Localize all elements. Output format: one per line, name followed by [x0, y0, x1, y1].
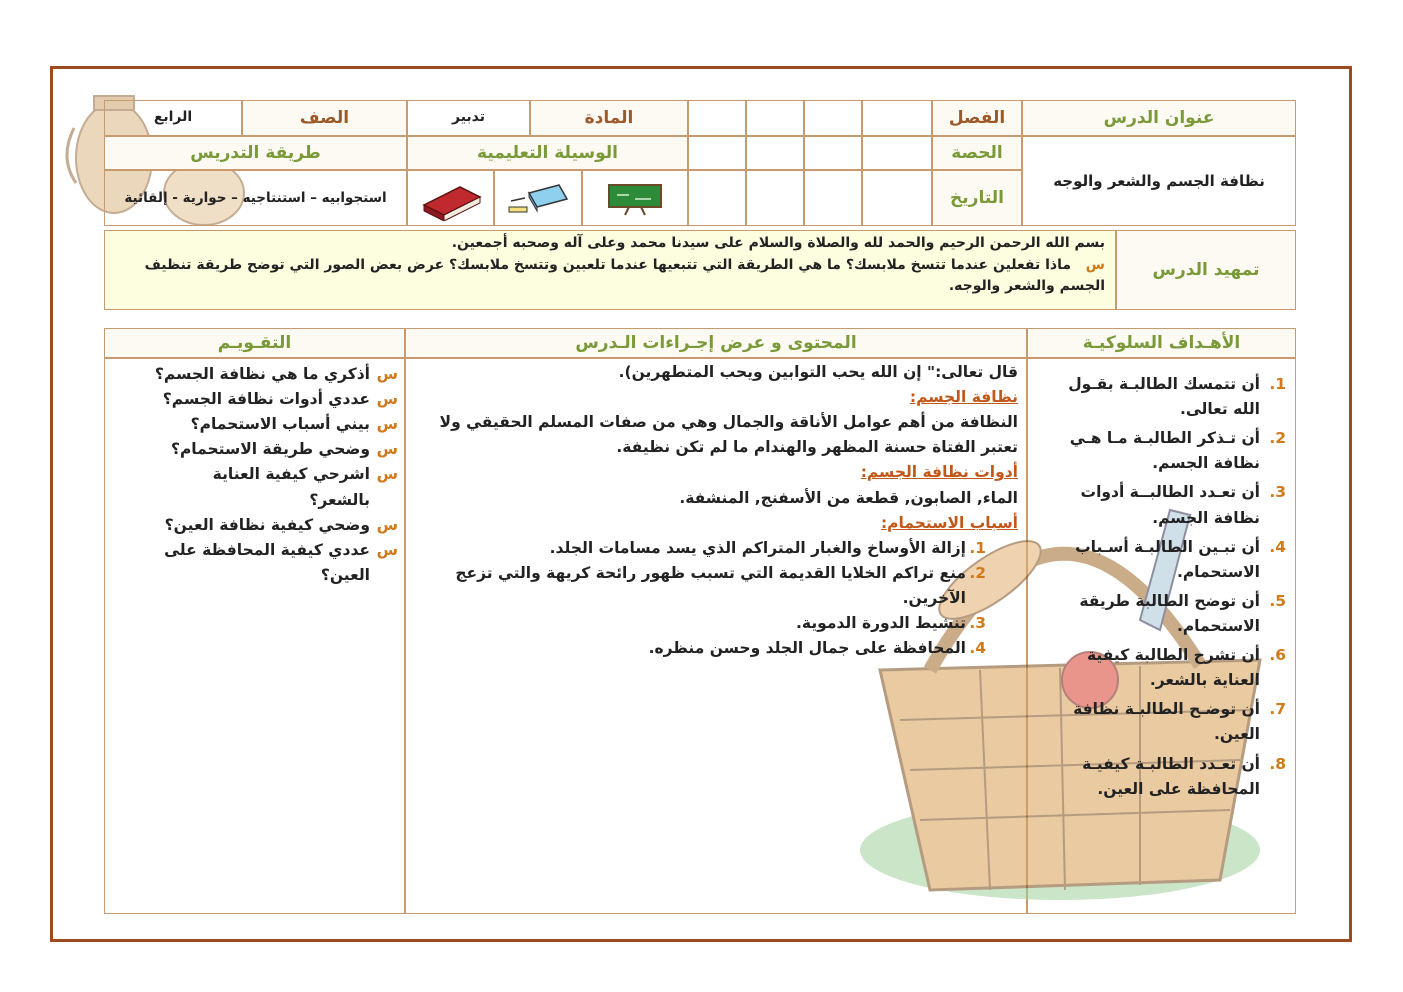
question-mark: س [376, 365, 398, 383]
goal-number: 3. [1269, 483, 1286, 502]
goal-item [1038, 372, 1286, 422]
reason-text: إزالة الأوساخ والغبار المتراكم الذي يسد مسامات الجلد. [549, 538, 966, 557]
goal-number: 7. [1269, 700, 1286, 719]
aid-cell-eraser [494, 170, 582, 226]
eval-question-text: وضحي طريقة الاستحمام؟ [170, 440, 370, 459]
eval-question-text: عددي أدوات نظافة الجسم؟ [162, 390, 370, 409]
goal-text: أن تبـين الطالبـة أسـباب الاستحمام. [1075, 537, 1260, 581]
subheading-reasons: أسباب الاستحمام: [880, 513, 1018, 532]
reason-item [420, 536, 986, 561]
goals-list [1032, 360, 1294, 806]
goal-text: أن توضـح الطالبـة نظافة العين. [1073, 700, 1260, 744]
content-header: المحتوى و عرض إجـراءات الـدرس [405, 328, 1027, 358]
aid-cell-board [582, 170, 688, 226]
intro-line1: بسم الله الرحمن الرحيم والحمد لله والصلاة والسلام على سيدنا محمد وعلى آله وصحبه أجمعين. [451, 235, 1105, 251]
eval-question [148, 538, 398, 588]
empty-cell [746, 100, 804, 136]
eval-question-text: أذكري ما هي نظافة الجسم؟ [154, 365, 370, 383]
eval-question-text: اشرحي كيفية العناية بالشعر؟ [212, 465, 370, 509]
empty-cell [688, 170, 746, 226]
goals-header: الأهـداف السلوكيـة [1027, 328, 1296, 358]
empty-cell [688, 136, 746, 170]
goal-item [1038, 535, 1286, 585]
eval-question [148, 462, 398, 512]
question-mark: س [376, 515, 398, 534]
eval-question [148, 513, 398, 538]
question-mark: س [1085, 256, 1105, 273]
subheading-tools: أدوات نظافة الجسم: [860, 463, 1018, 482]
reason-number: 2. [969, 563, 986, 582]
question-mark: س [376, 390, 398, 409]
goal-item [1038, 589, 1286, 639]
teaching-method-value: استجوابيه – استنتاجيه – حوارية - إلقائية [104, 170, 407, 226]
goal-item [1038, 480, 1286, 530]
verse: قال تعالى:" إن الله يحب التوابين ويحب المتطهرين). [618, 363, 1018, 381]
empty-cell [862, 100, 932, 136]
reasons-list [420, 536, 1018, 662]
subheading-body-cleanliness: نظافة الجسم: [909, 388, 1018, 407]
date-label: التاريخ [932, 170, 1022, 226]
goal-number: 8. [1269, 754, 1286, 773]
teaching-method-label: طريقة التدريس [104, 136, 407, 170]
question-mark: س [376, 465, 398, 484]
eval-question [148, 387, 398, 412]
reason-number: 4. [969, 639, 986, 658]
empty-cell [746, 136, 804, 170]
reason-text: المحافظة على جمال الجلد وحسن منظره. [648, 639, 966, 658]
class-value: الرابع [104, 100, 242, 136]
goal-item [1038, 752, 1286, 802]
evaluation-list [108, 360, 400, 588]
subject-label: المادة [530, 100, 688, 136]
eval-question-text: وضحي كيفية نظافة العين؟ [164, 515, 370, 534]
empty-cell [804, 170, 862, 226]
paragraph-tools: الماء, الصابون, قطعة من الأسفنج, المنشفة. [679, 488, 1018, 507]
goal-number: 6. [1269, 646, 1286, 665]
reason-number: 1. [969, 538, 986, 557]
empty-cell [688, 100, 746, 136]
reason-item [420, 561, 986, 611]
reason-item [420, 611, 986, 636]
empty-cell [746, 170, 804, 226]
goal-number: 2. [1269, 429, 1286, 448]
empty-cell [804, 136, 862, 170]
reason-text: تنشيط الدورة الدموية. [796, 614, 966, 633]
goal-item [1038, 697, 1286, 747]
goal-item [1038, 426, 1286, 476]
eval-question [148, 412, 398, 437]
goal-number: 4. [1269, 537, 1286, 556]
period-label: الحصة [932, 136, 1022, 170]
question-mark: س [376, 415, 398, 434]
eval-question [148, 362, 398, 387]
paragraph-cleanliness: النظافة من أهم عوامل الأناقة والجمال وهي من صفات المسلم الحقيقي ولا تعتبر الفتاة حسنة المظهر والهندام ما لم تكن نظيفة. [439, 413, 1018, 457]
intro-text [104, 230, 1116, 310]
intro-line2: ماذا تفعلين عندما تتسخ ملابسك؟ ما هي الطريقة التي تتبعيها عندما تلعبين وتتسخ ملابسك؟ عرض بعض الصور التي توضح طريقة تنظيف الجسم والشعر والوجه. [144, 256, 1105, 295]
goal-number: 1. [1269, 375, 1286, 393]
chalkboard-icon [605, 181, 665, 217]
content-body [410, 360, 1024, 661]
teaching-aids-label: الوسيلة التعليمية [407, 136, 688, 170]
question-mark: س [376, 440, 398, 459]
reason-item [420, 636, 986, 661]
goal-text: أن تـذكر الطالبـة مـا هـي نظافة الجسم. [1069, 429, 1260, 473]
eval-question-text: عددي كيفية المحافظة على العين؟ [164, 540, 370, 584]
subject-value: تدبير [407, 100, 530, 136]
aid-cell-book [407, 170, 494, 226]
empty-cell [862, 136, 932, 170]
lesson-title-label: عنوان الدرس [1022, 100, 1296, 136]
class-label: الصف [242, 100, 407, 136]
intro-label: تمهيد الدرس [1116, 230, 1296, 310]
semester-label: الفصل [932, 100, 1022, 136]
question-mark: س [376, 540, 398, 559]
goal-text: أن تتمسك الطالبـة بقـول الله تعالى. [1068, 375, 1260, 419]
goal-text: أن تعـدد الطالبـة كيفيـة المحافظة على العين. [1082, 754, 1260, 798]
eval-question-text: بيني أسباب الاستحمام؟ [190, 415, 370, 434]
book-icon [418, 179, 486, 221]
goal-text: أن تشرح الطالبة كيفية العناية بالشعر. [1087, 646, 1260, 690]
goal-text: أن تعـدد الطالبــة أدوات نظافة الجسم. [1080, 483, 1260, 527]
reason-number: 3. [969, 614, 986, 633]
empty-cell [862, 170, 932, 226]
eval-question [148, 437, 398, 462]
goal-item [1038, 643, 1286, 693]
eval-header: التقـويـم [104, 328, 405, 358]
goal-number: 5. [1269, 591, 1286, 610]
reason-text: منع تراكم الخلايا القديمة التي تسبب ظهور رائحة كريهة والتي تزعج الآخرين. [455, 563, 966, 607]
empty-cell [804, 100, 862, 136]
goal-text: أن توضح الطالبة طريقة الاستحمام. [1079, 591, 1260, 635]
eraser-chalk-icon [505, 179, 573, 219]
lesson-title-value: نظافة الجسم والشعر والوجه [1022, 136, 1296, 226]
